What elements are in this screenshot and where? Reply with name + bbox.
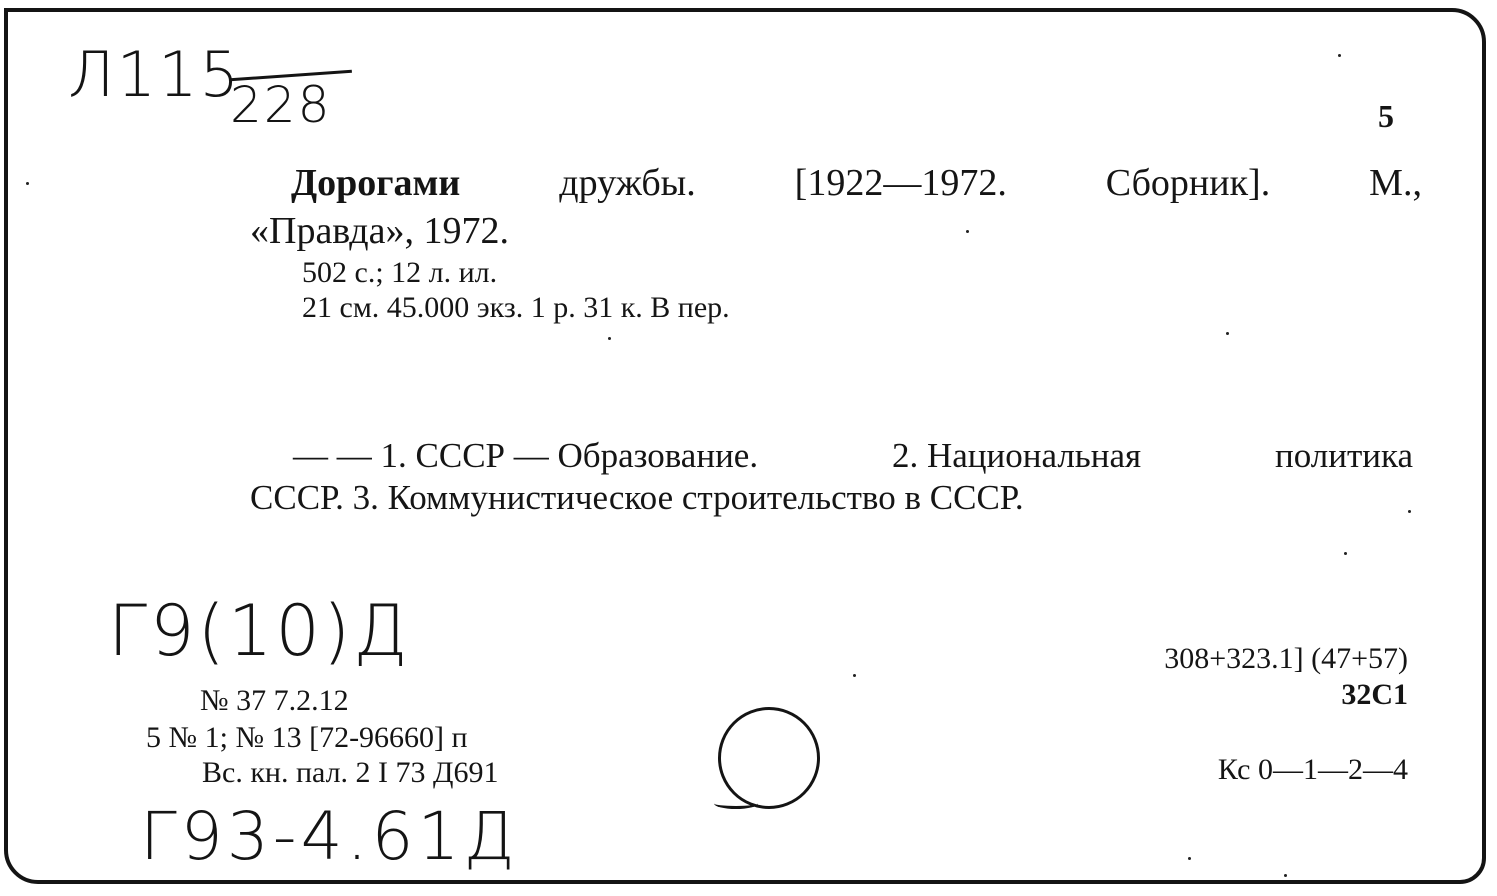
handwritten-bottom-code: Г93-4.61Д [140, 798, 519, 875]
entry-title-line [291, 164, 1422, 202]
punch-hole [718, 707, 820, 809]
scan-speck [966, 230, 969, 233]
scan-speck [853, 674, 856, 677]
entry-date-range: [1922—1972. [794, 162, 1007, 204]
entry-pages: 502 с.; 12 л. ил. [302, 256, 498, 289]
handwritten-class-code: Г9(10)Д [108, 590, 411, 672]
registry-line-1: № 37 7.2.12 [200, 684, 349, 717]
subjects-line-2: СССР. 3. Коммунистическое строительство в СССР. [250, 478, 1024, 517]
scan-speck [1344, 552, 1347, 555]
handwritten-shelf-number: 228 [230, 76, 332, 134]
registry-line-2: 5 № 1; № 13 [72-96660] п [146, 721, 468, 754]
entry-collection-note: Сборник]. [1105, 162, 1271, 204]
entry-place: М., [1369, 162, 1422, 204]
subject-2-cont: политика [1274, 436, 1413, 475]
scan-speck [26, 182, 29, 185]
entry-publisher-line: «Правда», 1972. [250, 210, 510, 252]
handwritten-shelf-mark: Л115 [68, 38, 241, 111]
bbk-index: 32С1 [1341, 678, 1408, 711]
subjects-line-1 [293, 438, 1413, 473]
scan-speck [1408, 510, 1411, 513]
ks-index: Кс 0—1—2—4 [1217, 753, 1408, 786]
udc-index: 308+323.1] (47+57) [1164, 642, 1408, 675]
subject-1: — — 1. СССР — Образование. [293, 436, 759, 475]
subject-2: 2. Национальная [891, 436, 1142, 475]
entry-title-word-2: дружбы. [559, 162, 696, 204]
scan-speck [1188, 857, 1191, 860]
punch-hole-smudge [714, 798, 758, 809]
entry-details: 21 см. 45.000 экз. 1 р. 31 к. В пер. [302, 291, 730, 324]
scan-speck [1284, 874, 1287, 877]
registry-line-3: Вс. кн. пал. 2 I 73 Д691 [202, 756, 499, 789]
scan-speck [608, 337, 611, 340]
card-number: 5 [1378, 98, 1394, 134]
catalog-card [4, 8, 1486, 884]
scan-speck [1226, 332, 1229, 335]
scan-speck [1338, 54, 1341, 57]
entry-title-word-1: Дорогами [291, 162, 461, 204]
